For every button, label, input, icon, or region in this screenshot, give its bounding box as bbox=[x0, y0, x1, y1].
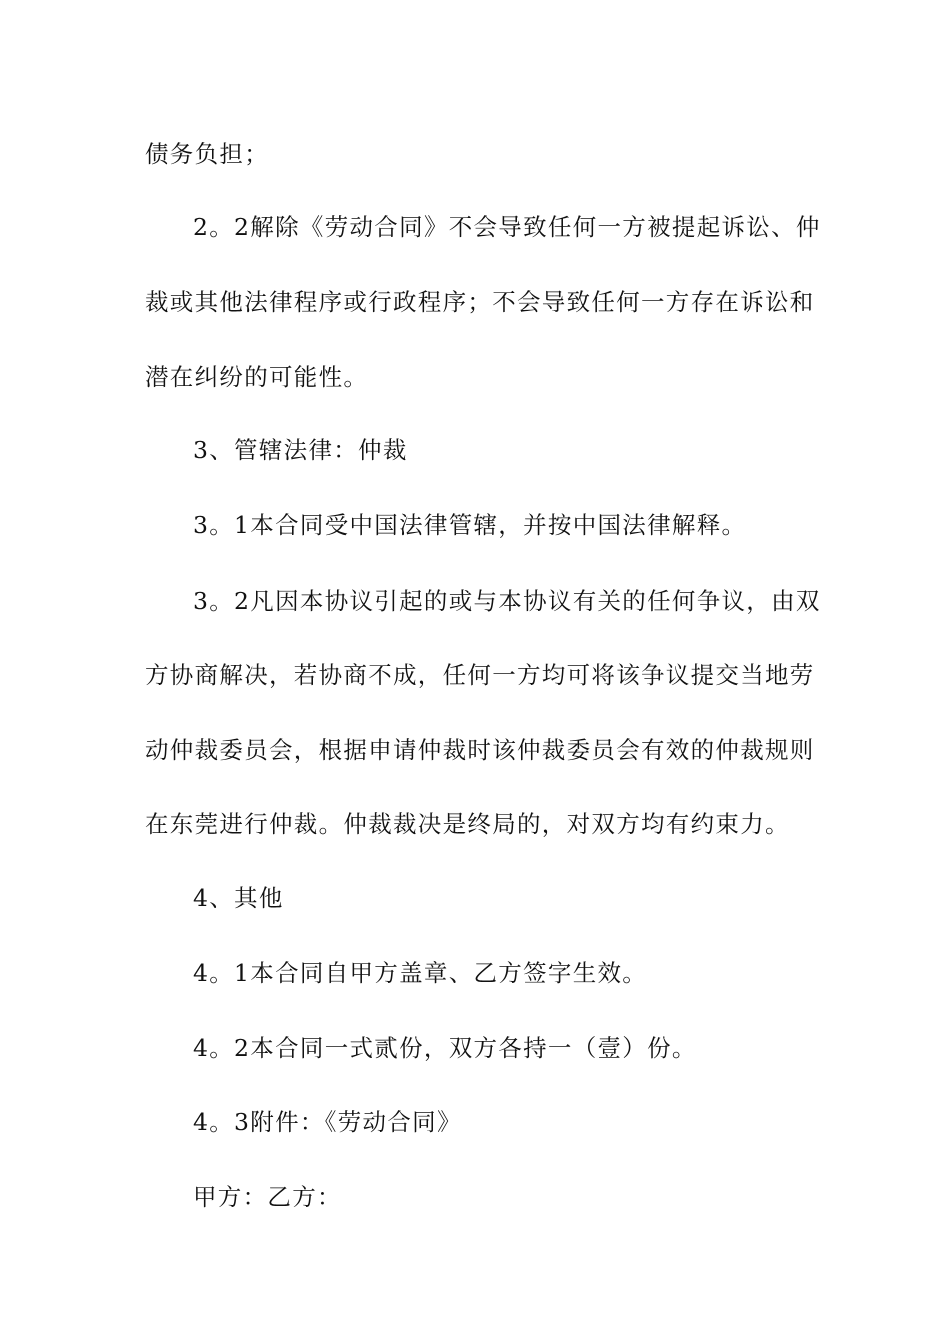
text-line: 3。2凡因本协议引起的或与本协议有关的任何争议，由双 bbox=[193, 587, 821, 615]
section-heading: 4、其他 bbox=[193, 884, 284, 912]
text-line: 动仲裁委员会，根据申请仲裁时该仲裁委员会有效的仲裁规则 bbox=[145, 736, 815, 764]
text-line: 4。3附件：《劳动合同》 bbox=[193, 1108, 462, 1136]
signature-line: 甲方：乙方： bbox=[193, 1183, 342, 1211]
text-line: 债务负担； bbox=[145, 140, 269, 168]
text-line: 潜在纠纷的可能性。 bbox=[145, 363, 369, 391]
text-line: 裁或其他法律程序或行政程序；不会导致任何一方存在诉讼和 bbox=[145, 288, 815, 316]
section-heading: 3、管辖法律：仲裁 bbox=[193, 436, 408, 464]
text-line: 3。1本合同受中国法律管辖，并按中国法律解释。 bbox=[193, 511, 747, 539]
text-line: 2。2解除《劳动合同》不会导致任何一方被提起诉讼、仲 bbox=[193, 213, 821, 241]
text-line: 4。1本合同自甲方盖章、乙方签字生效。 bbox=[193, 959, 648, 987]
text-line: 4。2本合同一式贰份，双方各持一（壹）份。 bbox=[193, 1034, 697, 1062]
text-line: 在东莞进行仲裁。仲裁裁决是终局的，对双方均有约束力。 bbox=[145, 810, 790, 838]
text-line: 方协商解决，若协商不成，任何一方均可将该争议提交当地劳 bbox=[145, 661, 815, 689]
